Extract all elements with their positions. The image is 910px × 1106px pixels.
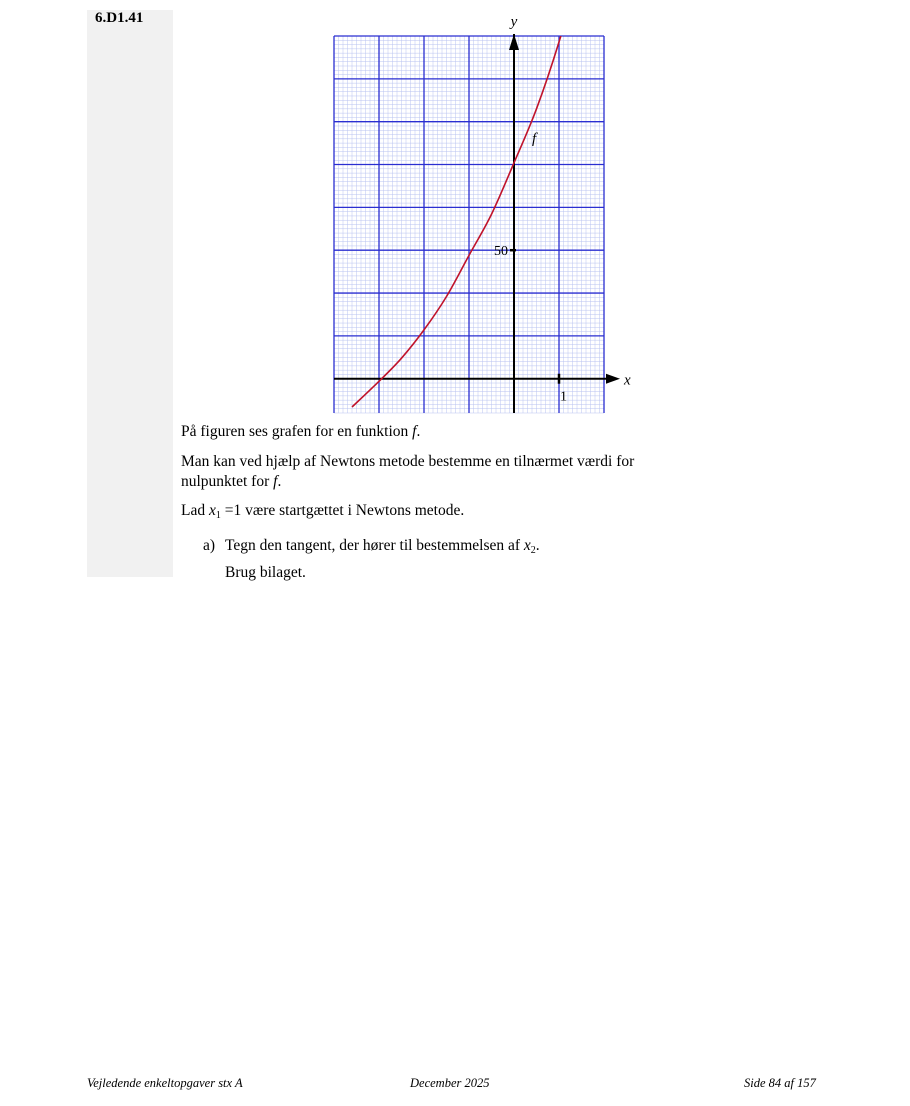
var-x2: x: [523, 537, 531, 554]
function-graph: [320, 10, 630, 415]
y-tick-label: 50: [494, 244, 508, 260]
paragraph-start: [181, 501, 701, 526]
task-gutter: [87, 10, 173, 577]
start-rest: være startgættet i Newtons metode.: [241, 502, 465, 519]
var-x: x: [208, 502, 216, 519]
question-label: a): [203, 537, 216, 554]
question-body: [225, 535, 540, 584]
var-f: f: [412, 423, 417, 440]
newton-text: Man kan ved hjælp af Newtons metode bestemme en tilnærmet værdi for nulpunktet for: [181, 453, 635, 490]
var-f: f: [273, 473, 278, 490]
question-text: Tegn den tangent, der hører til bestemmelsen af: [225, 537, 524, 554]
question-list: [203, 535, 540, 584]
x-axis-label: x: [624, 372, 631, 389]
newton-period: .: [277, 473, 282, 490]
task-id: 6.D1.41: [95, 10, 144, 26]
question-period: .: [535, 537, 540, 554]
subscript-2: 2: [530, 545, 536, 556]
paragraph-newton: [181, 452, 681, 492]
x-tick-label: 1: [560, 389, 567, 405]
intro-period: .: [416, 423, 421, 440]
footer-right: Side 84 af 157: [744, 1076, 816, 1090]
graph-svg: [320, 10, 630, 415]
paragraph-intro: [181, 422, 701, 442]
curve-label: f: [532, 130, 537, 147]
footer-center: December 2025: [410, 1076, 490, 1090]
question-line2: Brug bilaget.: [225, 564, 306, 581]
equals-one: =1: [220, 502, 242, 519]
footer-left: Vejledende enkeltopgaver stx A: [87, 1076, 243, 1090]
subscript-1: 1: [215, 510, 221, 521]
start-text: Lad: [181, 502, 209, 519]
y-axis-label: y: [510, 14, 518, 30]
x-axis-arrow: [606, 374, 620, 384]
intro-text: På figuren ses grafen for en funktion: [181, 423, 413, 440]
